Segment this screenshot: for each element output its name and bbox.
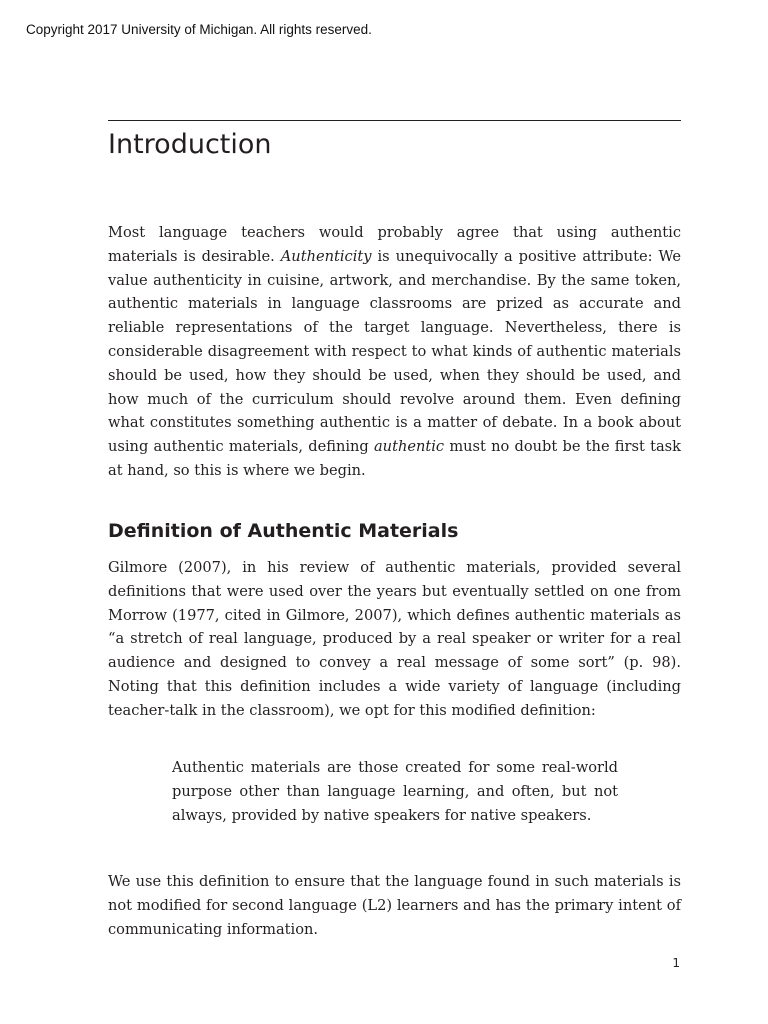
page-number: 1 — [672, 956, 680, 970]
chapter-rule — [108, 120, 681, 121]
definition-paragraph: Gilmore (2007), in his review of authentic materials, provided several definitions that were used over the years but eventually settled on one from Morrow (1977, cited in Gilmore, 2007), which defines authentic materials as “a stretch of real language, produced by a real speaker or writer for a real audience and designed to convey a real message of some sort” (p. 98). Noting that this definition includes a wide variety of language (including teacher-talk in the classroom), we opt for this modified definition: — [108, 559, 681, 719]
section-heading: Definition of Authentic Materials — [108, 520, 459, 542]
intro-emphasis-authentic: authentic — [373, 438, 445, 456]
intro-text-3: must no doubt be the first task at hand, so this is where we begin. — [108, 438, 681, 479]
definition-block-quote: Authentic materials are those created for some real-world purpose other than language learning, and often, but not always, provided by native speakers for native speakers. — [172, 759, 618, 824]
intro-text-2: is unequivocally a positive attribute: We value authenticity in cuisine, artwork, and merchandise. By the same token, authentic materials in language classrooms are prized as accurate and reliable representations of the target language. Nevertheless, there is considerable disagreement with respect to what kinds of authentic materials should be used, how they should be used, when they should be used, and how much of the curriculum should revolve around them. Even defining what constitutes something authentic is a matter of debate. In a book about using authentic materials, defining — [108, 247, 681, 456]
intro-emphasis-authenticity: Authenticity — [280, 247, 372, 265]
copyright-notice: Copyright 2017 University of Michigan. All rights reserved. — [26, 22, 372, 37]
closing-paragraph: We use this definition to ensure that the language found in such materials is not modified for second language (L2) learners and has the primary intent of communicating information. — [108, 873, 681, 938]
chapter-title: Introduction — [108, 129, 272, 160]
intro-paragraph — [108, 221, 681, 483]
intro-text-1: Most language teachers would probably agree that using authentic materials is desirable. — [108, 224, 681, 265]
